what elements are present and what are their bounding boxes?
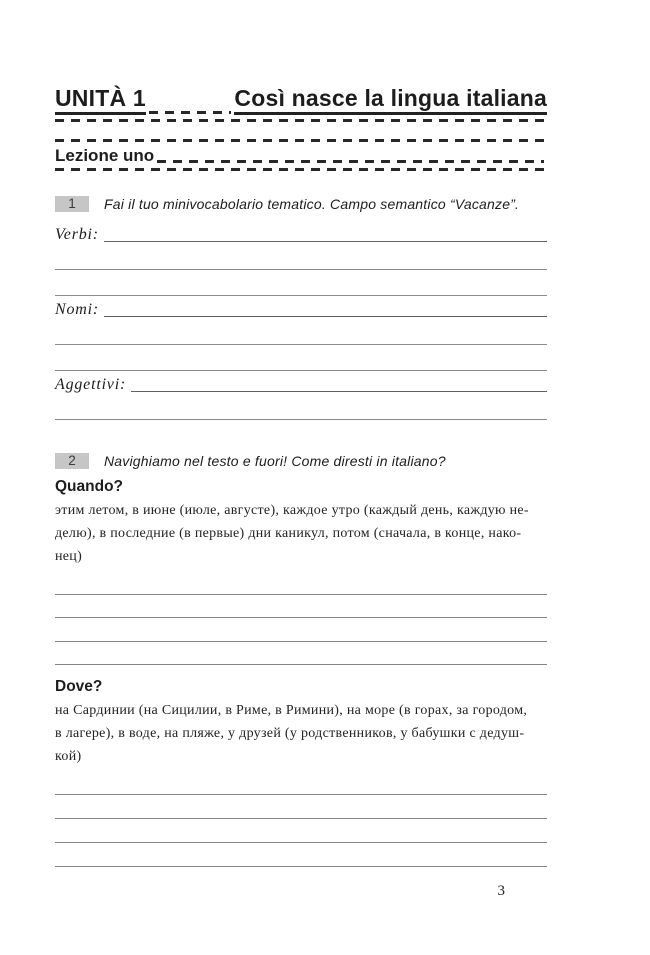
prompt-line: в лагере), в воде, на пляже, у друзей (у родственников, у бабушки с дедуш- bbox=[55, 726, 525, 741]
exercise-task-text: Fai il tuo minivocabolario tematico. Campo semantico “Vacanze”. bbox=[104, 196, 520, 212]
workbook-page bbox=[55, 86, 547, 900]
prompt-line: кой) bbox=[55, 749, 82, 764]
dashed-filler bbox=[149, 111, 232, 114]
answer-lines bbox=[55, 571, 547, 665]
exercise-task-text: Navighiamo nel testo e fuori! Come diresti in italiano? bbox=[104, 453, 446, 469]
unit-header bbox=[55, 86, 547, 115]
prompt-paragraph bbox=[55, 699, 547, 768]
writing-line bbox=[55, 618, 547, 642]
vocabulary-fields bbox=[55, 221, 547, 420]
dashed-rule bbox=[55, 168, 547, 171]
exercise-2-task bbox=[55, 453, 547, 469]
page-number: 3 bbox=[497, 883, 505, 899]
prompt-line: этим летом, в июне (июле, августе), каждое утро (каждый день, каждую не- bbox=[55, 503, 529, 518]
writing-line bbox=[55, 843, 547, 867]
writing-line bbox=[131, 391, 547, 392]
field-label: Nomi: bbox=[55, 301, 99, 318]
writing-line bbox=[104, 241, 547, 242]
unit-label: UNITÀ 1 bbox=[55, 86, 146, 115]
writing-line bbox=[55, 244, 547, 270]
writing-line bbox=[104, 316, 547, 317]
answer-lines bbox=[55, 771, 547, 867]
prompt-line: нец) bbox=[55, 549, 83, 564]
dashed-rule bbox=[55, 139, 547, 142]
prompt-line: на Сардинии (на Сицилии, в Риме, в Римини), на море (в горах, за городом, bbox=[55, 703, 528, 718]
writing-line bbox=[55, 571, 547, 595]
field-verbi bbox=[55, 221, 547, 296]
section-heading: Quando? bbox=[55, 478, 124, 495]
writing-line bbox=[55, 771, 547, 795]
field-label-row bbox=[55, 371, 547, 394]
lesson-header bbox=[55, 139, 547, 171]
field-label: Verbi: bbox=[55, 226, 99, 243]
prompt-paragraph bbox=[55, 499, 547, 568]
writing-line bbox=[55, 270, 547, 296]
section-heading: Dove? bbox=[55, 678, 103, 695]
writing-line bbox=[55, 795, 547, 819]
section-dove bbox=[55, 678, 547, 867]
writing-line bbox=[55, 819, 547, 843]
writing-line bbox=[55, 394, 547, 420]
field-nomi bbox=[55, 296, 547, 371]
prompt-line: делю), в последние (в первые) дни каникул, потом (сначала, в конце, нако- bbox=[55, 526, 522, 541]
section-quando bbox=[55, 478, 547, 665]
writing-line bbox=[55, 595, 547, 619]
writing-line bbox=[55, 345, 547, 371]
exercise-number-badge: 1 bbox=[55, 196, 89, 212]
writing-line bbox=[55, 319, 547, 345]
dashed-filler bbox=[157, 160, 544, 163]
lesson-title: Lezione uno bbox=[55, 146, 155, 165]
dashed-rule bbox=[55, 119, 547, 122]
field-label-row bbox=[55, 296, 547, 319]
unit-title: Così nasce la lingua italiana bbox=[234, 86, 547, 115]
lesson-title-row bbox=[55, 146, 547, 166]
field-aggettivi bbox=[55, 371, 547, 420]
exercise-1-task bbox=[55, 196, 547, 212]
exercise-number-badge: 2 bbox=[55, 453, 89, 469]
field-label-row bbox=[55, 221, 547, 244]
writing-line bbox=[55, 642, 547, 666]
field-label: Aggettivi: bbox=[55, 376, 127, 393]
